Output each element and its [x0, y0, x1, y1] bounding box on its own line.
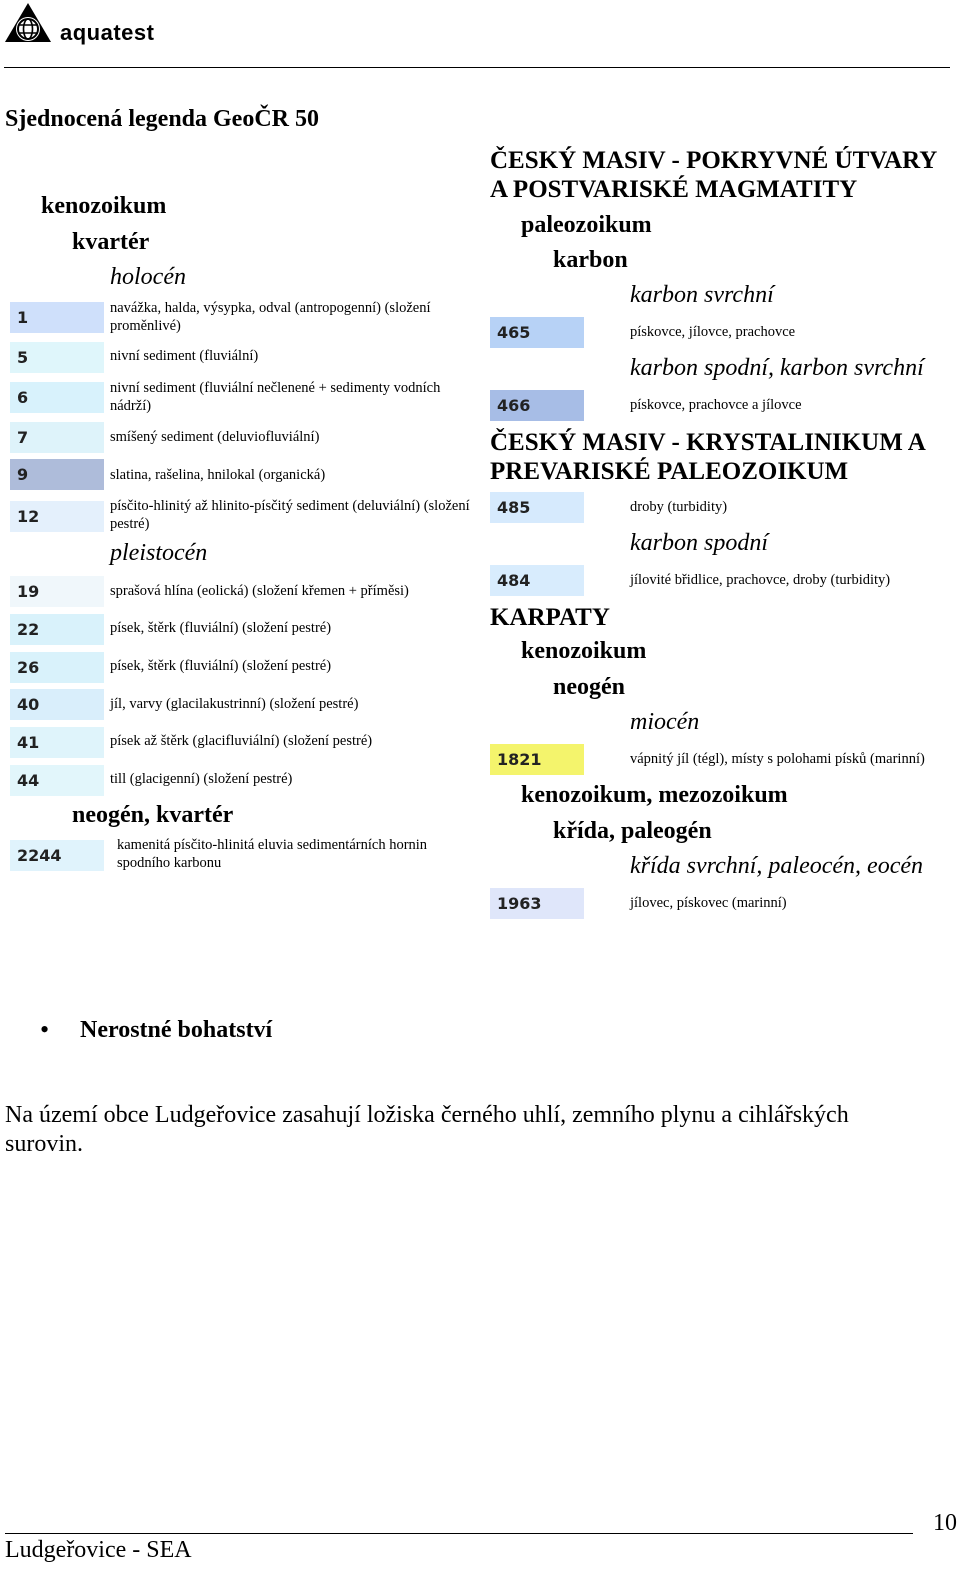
legend-swatch: 484 — [490, 565, 584, 596]
legend-swatch: 2244 — [10, 840, 104, 871]
legend-text: navážka, halda, výsypka, odval (antropogenní) (složení proměnlivé) — [110, 300, 431, 334]
epoch-heading: karbon spodní, karbon svrchní — [630, 355, 924, 381]
era-heading: kenozoikum — [41, 193, 167, 219]
legend-text: pískovce, jílovce, prachovce — [630, 324, 796, 340]
legend-text: pískovce, prachovce a jílovce — [630, 397, 802, 413]
footer-text: Ludgeřovice - SEA — [5, 1537, 192, 1563]
legend-swatch: 19 — [10, 576, 104, 607]
page-number: 10 — [933, 1510, 957, 1536]
footer-rule — [5, 1533, 913, 1534]
epoch-heading: holocén — [110, 264, 186, 290]
logo-text: aquatest — [60, 20, 155, 45]
period-heading: kvartér — [72, 229, 150, 255]
legend-text: vápnitý jíl (tégl), místy s polohami písků (marinní) — [630, 751, 925, 767]
era-heading: kenozoikum — [521, 638, 647, 664]
legend-text: písčito-hlinitý až hlinito-písčitý sediment (deluviální) (složení pestré) — [110, 498, 470, 532]
period-heading: neogén — [553, 674, 625, 700]
legend-text: sprašová hlína (eolická) (složení křemen + příměsi) — [110, 583, 409, 599]
era-heading: kenozoikum, mezozoikum — [521, 782, 788, 808]
legend-text: kamenitá písčito-hlinitá eluvia sedimentárních hornin spodního karbonu — [117, 837, 428, 871]
legend-swatch: 466 — [490, 390, 584, 421]
header-rule — [4, 67, 950, 68]
legend-swatch: 12 — [10, 501, 104, 532]
legend-text: till (glacigenní) (složení pestré) — [110, 771, 293, 787]
legend-swatch: 485 — [490, 492, 584, 523]
era-heading: paleozoikum — [521, 212, 652, 238]
legend-swatch: 465 — [490, 317, 584, 348]
legend-swatch: 5 — [10, 342, 104, 373]
legend-text: jílovec, pískovec (marinní) — [630, 895, 787, 911]
legend-text: písek až štěrk (glacifluviální) (složení pestré) — [110, 733, 373, 749]
legend-text: písek, štěrk (fluviální) (složení pestré) — [110, 658, 332, 674]
period-heading: karbon — [553, 247, 628, 273]
legend-text: slatina, rašelina, hnilokal (organická) — [110, 467, 326, 483]
bullet-heading: Nerostné bohatství — [80, 1017, 273, 1043]
unit-title: KARPATY — [490, 604, 610, 631]
legend-swatch: 26 — [10, 652, 104, 683]
unit-title: ČESKÝ MASIV - POKRYVNÉ ÚTVARY A POSTVARISKÉ MAGMATITY — [490, 147, 937, 203]
epoch-heading: pleistocén — [110, 540, 208, 566]
epoch-heading: karbon svrchní — [630, 282, 774, 308]
legend-text: jíl, varvy (glacilakustrinní) (složení pestré) — [110, 696, 359, 712]
legend-swatch: 41 — [10, 727, 104, 758]
legend-swatch: 1 — [10, 302, 104, 333]
period-heading: křída, paleogén — [553, 818, 712, 844]
unit-title: ČESKÝ MASIV - KRYSTALINIKUM A PREVARISKÉ PALEOZOIKUM — [490, 429, 925, 485]
epoch-heading: křída svrchní, paleocén, eocén — [630, 853, 924, 879]
legend-swatch: 1963 — [490, 888, 584, 919]
body-paragraph: Na území obce Ludgeřovice zasahují ložiska černého uhlí, zemního plynu a cihlářských surovin. — [5, 1102, 849, 1157]
legend-text: nivní sediment (fluviální) — [110, 348, 259, 364]
legend-text: jílovité břidlice, prachovce, droby (turbidity) — [630, 572, 891, 588]
legend-swatch: 7 — [10, 422, 104, 453]
legend-text: písek, štěrk (fluviální) (složení pestré) — [110, 620, 332, 636]
epoch-heading: karbon spodní — [630, 530, 768, 556]
bullet-marker: • — [40, 1015, 50, 1044]
legend-swatch: 6 — [10, 382, 104, 413]
legend-swatch: 22 — [10, 614, 104, 645]
legend-swatch: 9 — [10, 459, 104, 490]
legend-text: smíšený sediment (deluviofluviální) — [110, 429, 320, 445]
section-title: Sjednocená legenda GeoČR 50 — [5, 106, 319, 132]
legend-text: nivní sediment (fluviální nečlenené + sedimenty vodních nádrží) — [110, 380, 441, 414]
period-heading: neogén, kvartér — [72, 802, 234, 828]
logo — [4, 2, 214, 44]
legend-swatch: 1821 — [490, 744, 584, 775]
legend-swatch: 44 — [10, 765, 104, 796]
legend-text: droby (turbidity) — [630, 499, 728, 515]
legend-swatch: 40 — [10, 689, 104, 720]
aquatest-logo-icon — [4, 2, 54, 44]
epoch-heading: miocén — [630, 709, 700, 735]
